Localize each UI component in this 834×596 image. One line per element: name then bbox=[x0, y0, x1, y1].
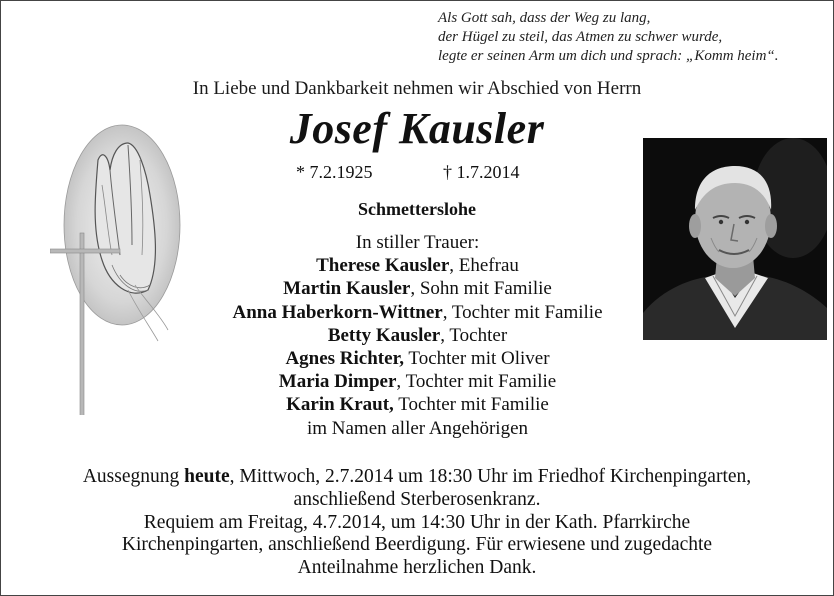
praying-hands-cross-icon bbox=[50, 115, 190, 415]
list-item bbox=[190, 254, 645, 277]
list-item bbox=[190, 347, 645, 370]
mourner-name: Martin Kausler bbox=[283, 278, 411, 300]
mourner-name: Therese Kausler bbox=[316, 255, 450, 277]
mourner-relation: Tochter mit Familie bbox=[393, 394, 549, 416]
mourner-name: Maria Dimper bbox=[278, 371, 397, 393]
list-item bbox=[190, 301, 645, 324]
list-item bbox=[190, 277, 645, 300]
mourners-closing: im Namen aller Angehörigen bbox=[306, 417, 529, 439]
portrait-photo bbox=[643, 138, 827, 340]
service-details bbox=[0, 466, 834, 580]
mourner-name: Karin Kraut, bbox=[286, 394, 394, 416]
service-text: Aussegnung bbox=[82, 466, 185, 487]
service-line: Kirchenpingarten, anschließend Beerdigung. Für erwiesene und zugedachte bbox=[121, 534, 713, 556]
service-line bbox=[0, 466, 834, 489]
service-text: , Mittwoch, 2.7.2014 um 18:30 Uhr im Friedhof Kirchenpingarten, bbox=[229, 466, 752, 487]
poem-line: legte er seinen Arm um dich und sprach: „Komm heim“. bbox=[438, 48, 779, 64]
intro-text: In Liebe und Dankbarkeit nehmen wir Abschied von Herrn bbox=[192, 78, 642, 99]
mourner-relation: Tochter mit Oliver bbox=[404, 348, 550, 370]
list-item bbox=[190, 370, 645, 393]
list-item bbox=[190, 324, 645, 347]
mourner-relation: , Tochter bbox=[440, 324, 508, 346]
residence: Schmetterslohe bbox=[358, 199, 476, 219]
mourner-name: Agnes Richter, bbox=[285, 348, 405, 370]
mourners-heading: In stiller Trauer: bbox=[355, 232, 480, 253]
service-line: Requiem am Freitag, 4.7.2014, um 14:30 Uhr in der Kath. Pfarrkirche bbox=[143, 511, 691, 533]
list-item bbox=[190, 393, 645, 416]
mourner-name: Betty Kausler bbox=[327, 324, 441, 346]
mourner-name: Anna Haberkorn-Wittner bbox=[232, 301, 443, 323]
mourner-relation: , Tochter mit Familie bbox=[442, 301, 603, 323]
poem bbox=[438, 9, 828, 66]
deceased-name: Josef Kausler bbox=[289, 104, 545, 153]
death-date: † 1.7.2014 bbox=[443, 162, 520, 182]
mourner-relation: , Sohn mit Familie bbox=[410, 278, 552, 300]
mourner-relation: , Tochter mit Familie bbox=[396, 371, 557, 393]
birth-date: * 7.2.1925 bbox=[296, 162, 373, 182]
poem-line: Als Gott sah, dass der Weg zu lang, bbox=[438, 10, 651, 26]
service-line: Anteilnahme herzlichen Dank. bbox=[297, 557, 537, 579]
service-day-highlight: heute bbox=[184, 466, 230, 487]
poem-line: der Hügel zu steil, das Atmen zu schwer wurde, bbox=[438, 29, 723, 45]
mourners-list bbox=[190, 231, 645, 440]
mourner-relation: , Ehefrau bbox=[449, 255, 519, 277]
service-line: anschließend Sterberosenkranz. bbox=[293, 488, 541, 510]
